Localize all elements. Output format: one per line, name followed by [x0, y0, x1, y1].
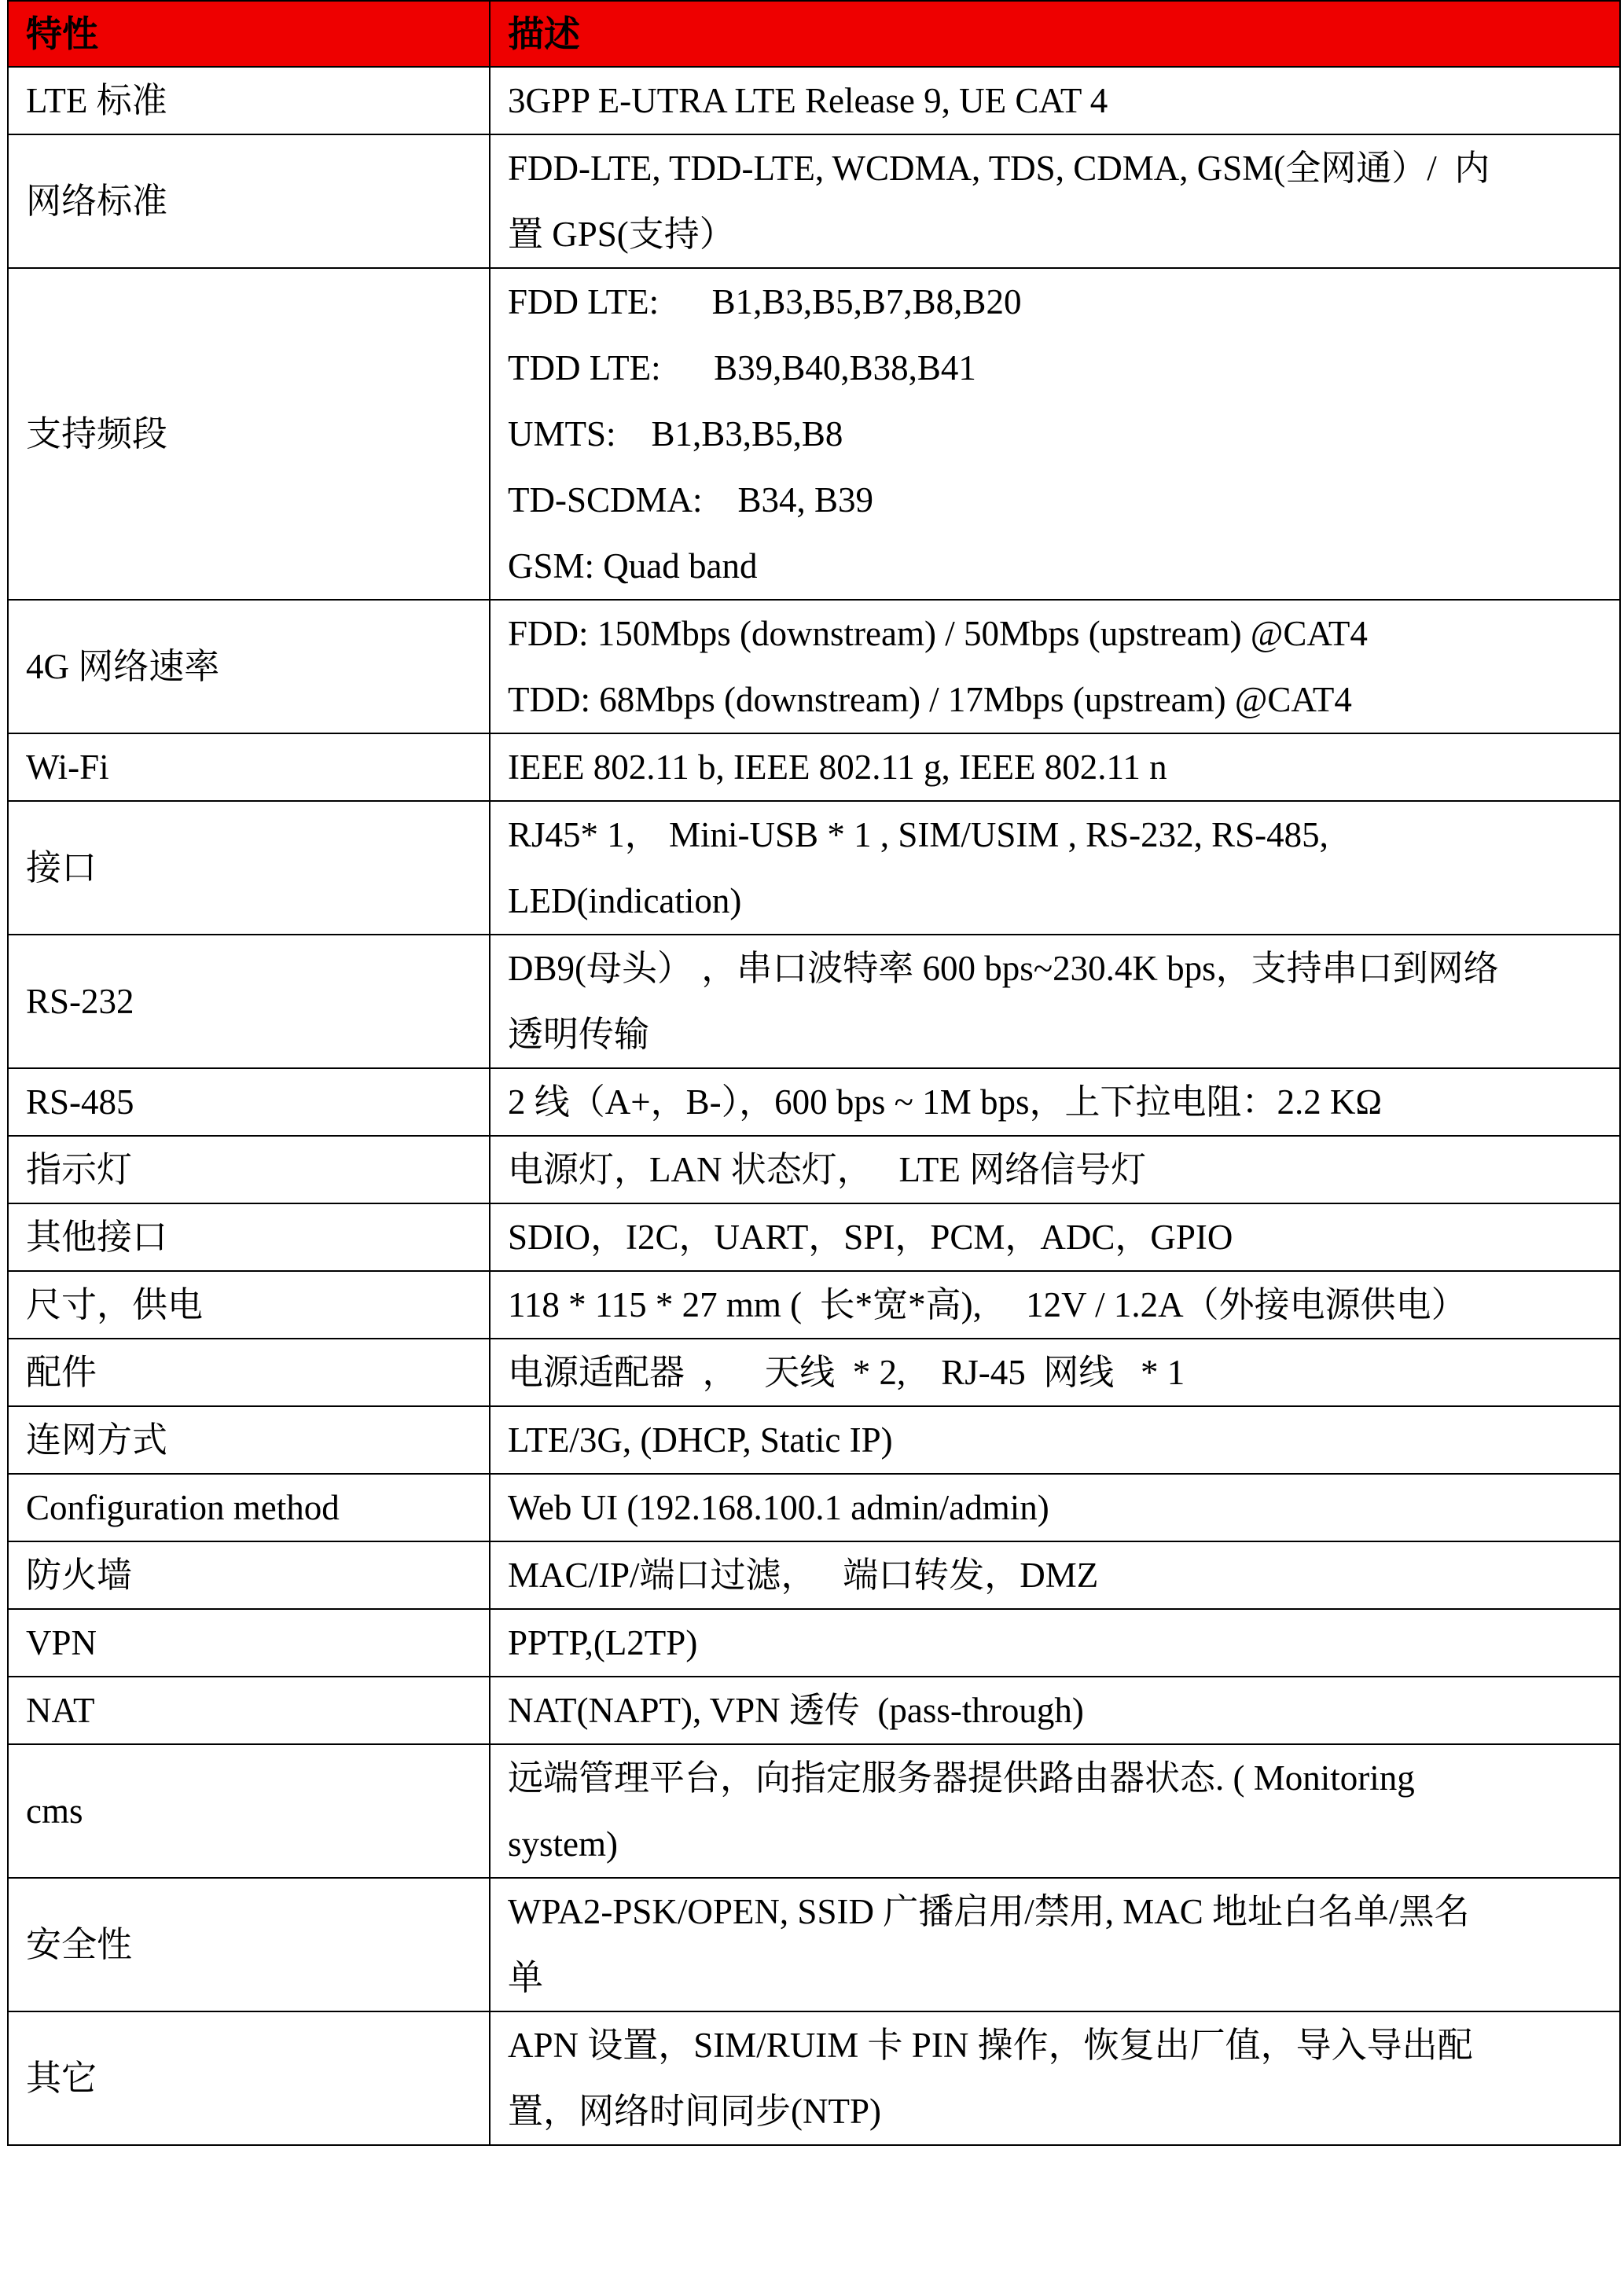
feature-cell: 配件	[8, 1339, 490, 1406]
description-cell	[490, 1541, 1620, 1609]
description-line: 置，网络时间同步(NTP)	[508, 2092, 881, 2131]
description-cell	[490, 1677, 1620, 1744]
description-line: 118 * 115 * 27 mm ( 长*宽*高), 12V / 1.2A（外接电源供电）	[508, 1285, 1467, 1324]
description-cell	[490, 67, 1620, 134]
table-row	[8, 733, 1620, 801]
description-line: 远端管理平台，向指定服务器提供路由器状态. ( Monitoring	[508, 1758, 1415, 1798]
description-line: DB9(母头） ，串口波特率 600 bps~230.4K bps，支持串口到网络	[508, 949, 1499, 988]
description-line: FDD LTE: B1,B3,B5,B7,B8,B20	[508, 282, 1022, 321]
description-line: system)	[508, 1824, 618, 1864]
description-cell	[490, 1406, 1620, 1474]
spec-table	[7, 0, 1621, 2146]
description-cell	[490, 733, 1620, 801]
table-row	[8, 1203, 1620, 1271]
feature-cell: 其他接口	[8, 1203, 490, 1271]
feature-cell: 其它	[8, 2011, 490, 2145]
table-row	[8, 1677, 1620, 1744]
description-line: TDD LTE: B39,B40,B38,B41	[508, 348, 976, 388]
description-line: FDD: 150Mbps (downstream) / 50Mbps (upstream) @CAT4	[508, 614, 1368, 653]
description-line: Web UI (192.168.100.1 admin/admin)	[508, 1488, 1049, 1527]
table-row	[8, 1609, 1620, 1677]
feature-cell: Wi-Fi	[8, 733, 490, 801]
description-line: TDD: 68Mbps (downstream) / 17Mbps (upstream) @CAT4	[508, 680, 1352, 719]
header-description: 描述	[490, 1, 1620, 67]
table-row	[8, 268, 1620, 600]
description-cell	[490, 268, 1620, 600]
description-cell	[490, 1474, 1620, 1541]
feature-cell: 防火墙	[8, 1541, 490, 1609]
table-row	[8, 935, 1620, 1068]
description-line: MAC/IP/端口过滤， 端口转发，DMZ	[508, 1556, 1099, 1595]
description-line: TD-SCDMA: B34, B39	[508, 480, 874, 520]
header-row	[8, 1, 1620, 67]
description-cell	[490, 1744, 1620, 1878]
table-row	[8, 1541, 1620, 1609]
description-line: 透明传输	[508, 1015, 650, 1054]
description-cell	[490, 1203, 1620, 1271]
description-cell	[490, 801, 1620, 935]
description-cell	[490, 134, 1620, 268]
description-cell	[490, 1339, 1620, 1406]
description-line: PPTP,(L2TP)	[508, 1623, 698, 1662]
description-line: APN 设置，SIM/RUIM 卡 PIN 操作，恢复出厂值，导入导出配	[508, 2026, 1473, 2065]
table-row	[8, 600, 1620, 733]
table-row	[8, 67, 1620, 134]
feature-cell: 尺寸，供电	[8, 1271, 490, 1339]
table-row	[8, 1878, 1620, 2011]
table-row	[8, 1136, 1620, 1203]
description-cell	[490, 1136, 1620, 1203]
feature-cell: 接口	[8, 801, 490, 935]
feature-cell: 安全性	[8, 1878, 490, 2011]
description-line: 2 线（A+，B-），600 bps ~ 1M bps，上下拉电阻：2.2 KΩ	[508, 1082, 1382, 1122]
feature-cell: RS-485	[8, 1068, 490, 1136]
description-line: UMTS: B1,B3,B5,B8	[508, 414, 843, 454]
description-line: GSM: Quad band	[508, 546, 758, 586]
description-line: NAT(NAPT), VPN 透传 (pass-through)	[508, 1691, 1084, 1730]
description-cell	[490, 1609, 1620, 1677]
feature-cell: 指示灯	[8, 1136, 490, 1203]
header-feature: 特性	[8, 1, 490, 67]
description-cell	[490, 1271, 1620, 1339]
table-row	[8, 2011, 1620, 2145]
feature-cell: 支持频段	[8, 268, 490, 600]
description-line: LTE/3G, (DHCP, Static IP)	[508, 1420, 893, 1460]
description-cell	[490, 1068, 1620, 1136]
table-row	[8, 1406, 1620, 1474]
feature-cell: 网络标准	[8, 134, 490, 268]
description-line: 3GPP E-UTRA LTE Release 9, UE CAT 4	[508, 81, 1108, 120]
description-line: SDIO，I2C，UART，SPI，PCM，ADC，GPIO	[508, 1218, 1233, 1257]
feature-cell: RS-232	[8, 935, 490, 1068]
feature-cell: 连网方式	[8, 1406, 490, 1474]
description-line: 单	[508, 1958, 544, 1997]
description-line: 置 GPS(支持）	[508, 215, 735, 254]
spec-table-header	[8, 1, 1620, 67]
description-line: IEEE 802.11 b, IEEE 802.11 g, IEEE 802.11 n	[508, 748, 1167, 787]
description-cell	[490, 600, 1620, 733]
table-row	[8, 1339, 1620, 1406]
description-line: RJ45* 1， Mini-USB * 1 , SIM/USIM , RS-232, RS-485,	[508, 815, 1328, 854]
description-line: 电源适配器 ， 天线 * 2, RJ-45 网线 * 1	[508, 1353, 1185, 1392]
description-line: WPA2-PSK/OPEN, SSID 广播启用/禁用, MAC 地址白名单/黑名	[508, 1892, 1470, 1931]
feature-cell: 4G 网络速率	[8, 600, 490, 733]
description-cell	[490, 1878, 1620, 2011]
table-row	[8, 1474, 1620, 1541]
description-line: LED(indication)	[508, 881, 742, 920]
table-row	[8, 801, 1620, 935]
feature-cell: NAT	[8, 1677, 490, 1744]
feature-cell: Configuration method	[8, 1474, 490, 1541]
spec-table-body	[8, 67, 1620, 2145]
description-line: 电源灯，LAN 状态灯， LTE 网络信号灯	[508, 1150, 1147, 1189]
feature-cell: VPN	[8, 1609, 490, 1677]
table-row	[8, 1744, 1620, 1878]
description-cell	[490, 935, 1620, 1068]
feature-cell: LTE 标准	[8, 67, 490, 134]
description-line: FDD-LTE, TDD-LTE, WCDMA, TDS, CDMA, GSM(全网通）/ 内	[508, 149, 1490, 188]
table-row	[8, 134, 1620, 268]
feature-cell: cms	[8, 1744, 490, 1878]
table-row	[8, 1271, 1620, 1339]
table-row	[8, 1068, 1620, 1136]
description-cell	[490, 2011, 1620, 2145]
